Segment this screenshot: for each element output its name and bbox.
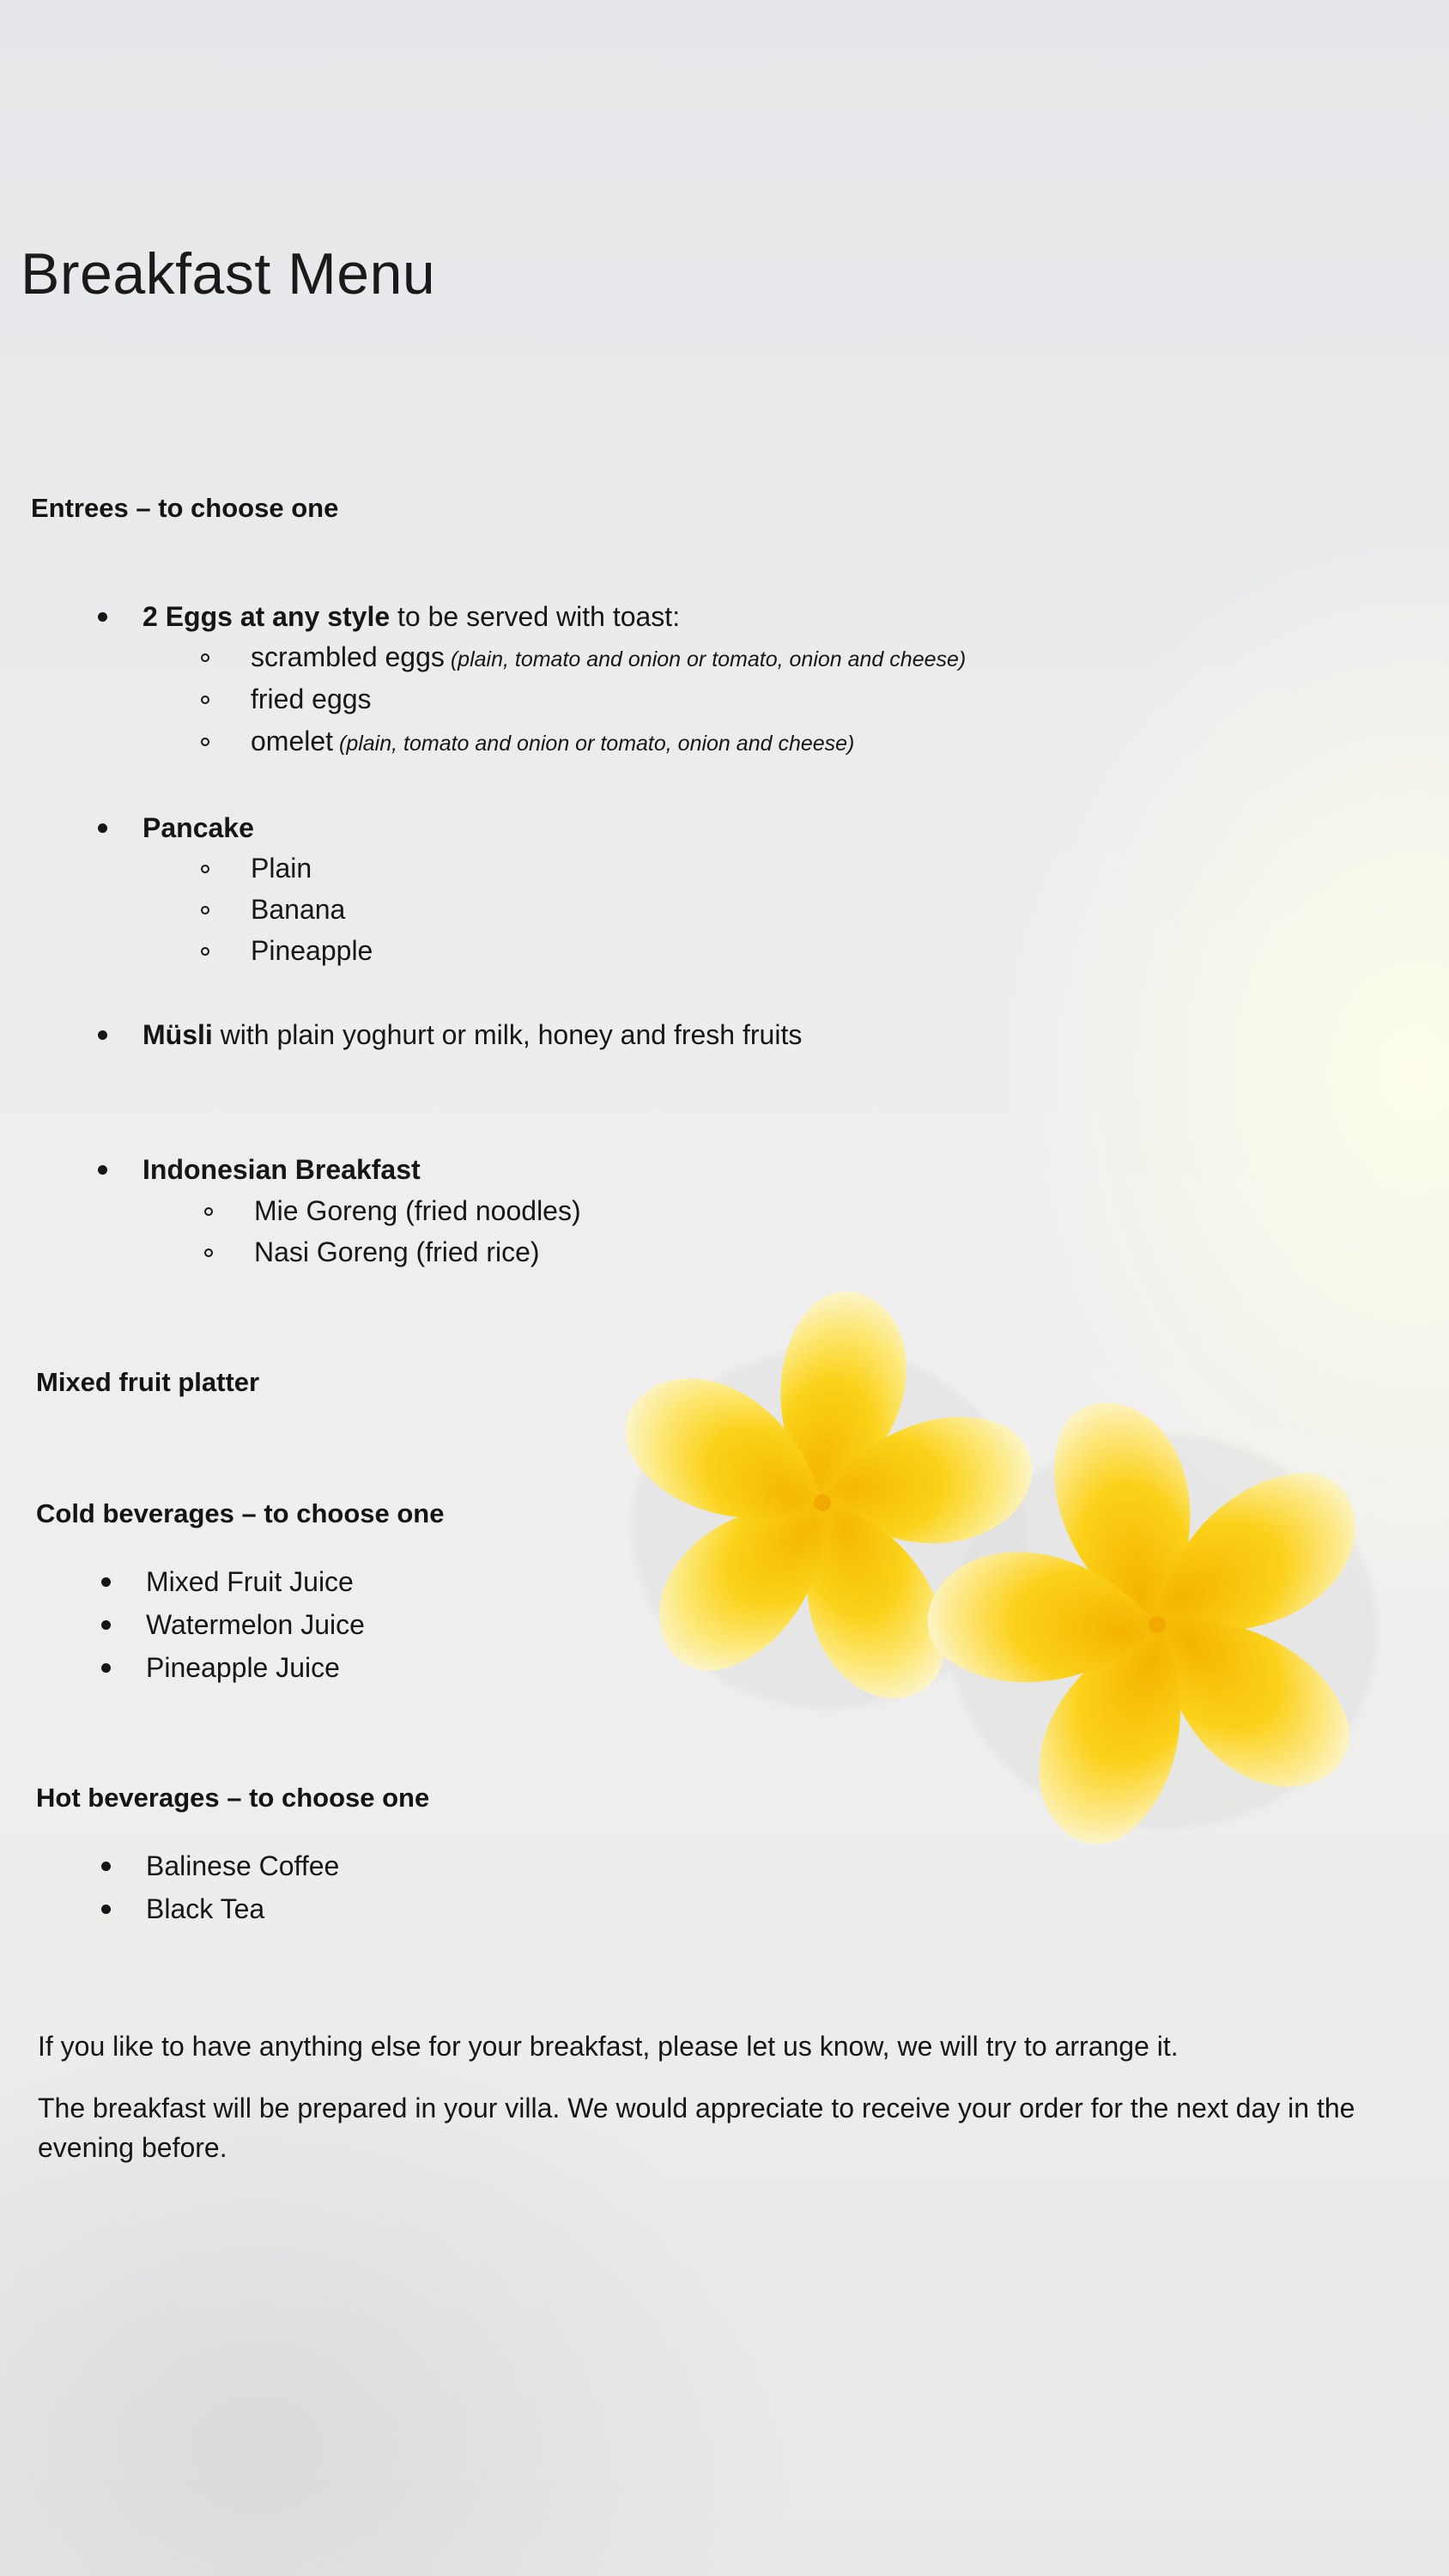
- entrees-heading: Entrees – to choose one: [31, 493, 339, 523]
- footer-note-request: If you like to have anything else for your breakfast, please let us know, we will try to arrange it.: [38, 2031, 1179, 2062]
- egg-option-label: fried eggs: [251, 683, 372, 714]
- menu-item-pancake: Pancake: [142, 812, 254, 843]
- cold-beverage-item: Pineapple Juice: [146, 1652, 340, 1683]
- egg-option-label: omelet: [251, 726, 334, 756]
- fruit-platter-heading: Mixed fruit platter: [36, 1367, 260, 1397]
- egg-option-note: (plain, tomato and onion or tomato, onion and cheese): [444, 647, 967, 671]
- cold-beverage-item: Watermelon Juice: [146, 1609, 365, 1640]
- cold-beverage-item: Mixed Fruit Juice: [146, 1566, 354, 1597]
- pancake-option: Banana: [251, 894, 346, 925]
- egg-option-omelet: [251, 724, 854, 761]
- egg-option-label: scrambled eggs: [251, 641, 445, 672]
- egg-option-fried: [251, 682, 372, 716]
- eggs-description: to be served with toast:: [390, 601, 681, 632]
- eggs-title: 2 Eggs at any style: [142, 601, 391, 632]
- indonesian-option: Mie Goreng (fried noodles): [254, 1195, 581, 1226]
- hot-beverages-heading: Hot beverages – to choose one: [36, 1783, 430, 1813]
- hot-beverage-item: Black Tea: [146, 1893, 265, 1924]
- footer-note-order: The breakfast will be prepared in your villa. We would appreciate to receive your order for the next day in the evening before.: [38, 2093, 1355, 2163]
- menu-item-eggs: [142, 599, 680, 634]
- egg-option-scrambled: [251, 640, 966, 677]
- frangipani-flowers-icon: [592, 1219, 1449, 1923]
- pancake-option: Pineapple: [251, 935, 373, 966]
- menu-item-musli: [142, 1018, 802, 1052]
- musli-description: with plain yoghurt or milk, honey and fresh fruits: [212, 1019, 803, 1050]
- menu-item-indonesian: Indonesian Breakfast: [142, 1154, 421, 1185]
- pancake-option: Plain: [251, 853, 312, 884]
- indonesian-option: Nasi Goreng (fried rice): [254, 1236, 540, 1267]
- egg-option-note: (plain, tomato and onion or tomato, onion and cheese): [333, 732, 855, 756]
- hot-beverage-item: Balinese Coffee: [146, 1850, 340, 1881]
- cold-beverages-heading: Cold beverages – to choose one: [36, 1498, 445, 1528]
- musli-title: Müsli: [142, 1019, 213, 1050]
- page-title: Breakfast Menu: [21, 241, 436, 307]
